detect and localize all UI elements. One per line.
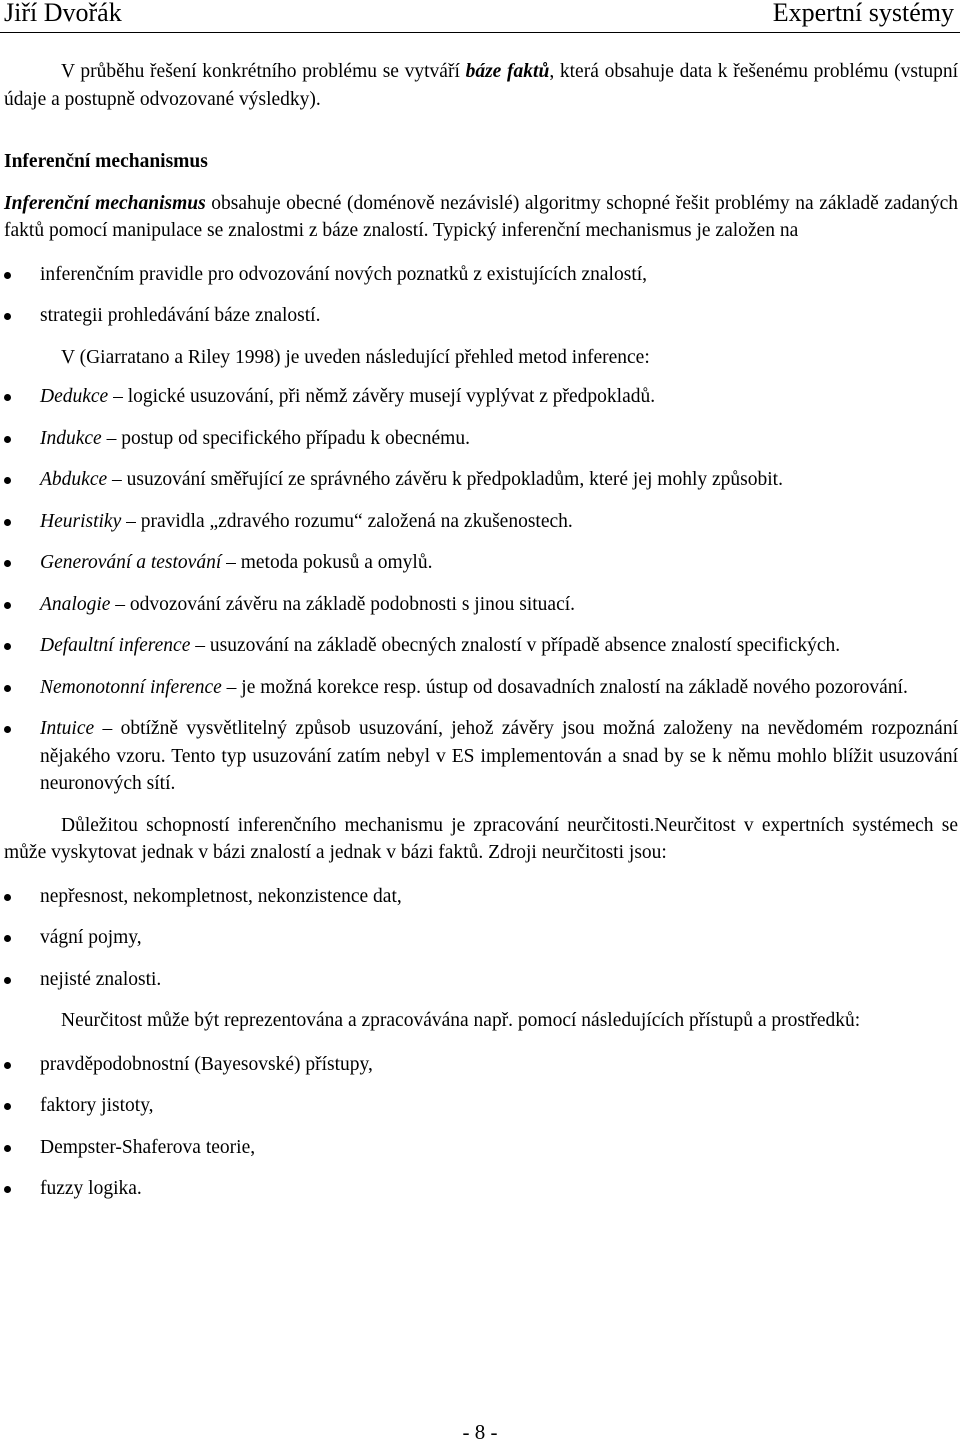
bullet-icon — [4, 726, 11, 733]
bullet-icon — [4, 272, 11, 279]
bullet-icon — [4, 685, 11, 692]
bullet-icon — [4, 894, 11, 901]
list-item — [4, 383, 958, 411]
method-term: Nemonotonní inference — [40, 676, 222, 698]
list-item — [4, 425, 958, 453]
inference-basis-list — [4, 261, 958, 330]
method-term: Heuristiky — [40, 510, 122, 532]
inference-methods-list — [4, 383, 958, 798]
list-item: vágní pojmy, — [4, 924, 958, 952]
method-term: Abdukce — [40, 469, 108, 490]
section-heading: Inferenční mechanismus — [4, 151, 208, 172]
list-item — [4, 466, 958, 494]
list-item: Dempster-Shaferova teorie, — [4, 1134, 958, 1162]
header-title: Expertní systémy — [772, 0, 954, 27]
page-header — [0, 0, 960, 33]
method-description: – odvozování závěru na základě podobnosti s jinou situací. — [110, 593, 576, 615]
page-body — [4, 58, 958, 1217]
page-number: - 8 - — [462, 1420, 498, 1444]
bullet-icon — [4, 1062, 11, 1069]
list-item — [4, 674, 958, 702]
bullet-icon — [4, 560, 11, 567]
method-term: Generování a testování — [40, 552, 222, 573]
method-description: – metoda pokusů a omylů. — [221, 552, 433, 573]
uncertainty-approaches-list — [4, 1051, 958, 1203]
bullet-icon — [4, 436, 11, 443]
method-term: Defaultní inference — [40, 635, 191, 656]
bullet-icon — [4, 1145, 11, 1152]
method-description: – usuzování na základě obecných znalostí v případě absence znalostí specifických. — [190, 635, 841, 656]
bullet-icon — [4, 1103, 11, 1110]
list-item: fuzzy logika. — [4, 1175, 958, 1203]
list-item — [4, 591, 958, 619]
method-description: – postup od specifického případu k obecnému. — [101, 427, 470, 449]
paragraph-uncertainty-approaches: Neurčitost může být reprezentována a zpracovávána např. pomocí následujících přístupů a prostředků: — [61, 1010, 861, 1031]
list-item: nejisté znalosti. — [4, 966, 958, 994]
list-item: nepřesnost, nekompletnost, nekonzistence dat, — [4, 883, 958, 911]
list-item: pravděpodobnostní (Bayesovské) přístupy, — [4, 1051, 958, 1079]
bullet-icon — [4, 977, 11, 984]
method-description: – obtížně vysvětlitelný způsob usuzování, jehož závěry jsou možná založeny na nevědomém rozpoznání nějakého vzoru. Tento typ usuzování zatím nebyl v ES implementován a snad by se k němu mohlo blížit usuzování neuronových sítí. — [40, 718, 958, 794]
method-term: Analogie — [40, 593, 111, 615]
list-item: inferenčním pravidle pro odvozování nových poznatků z existujících znalostí, — [4, 261, 958, 289]
method-term: Intuice — [40, 718, 95, 739]
method-term: Indukce — [40, 427, 102, 449]
header-author: Jiří Dvořák — [4, 0, 122, 27]
uncertainty-sources-list — [4, 883, 958, 994]
bullet-icon — [4, 313, 11, 320]
method-term: Dedukce — [40, 386, 109, 407]
method-description: – usuzování směřující ze správného závěru k předpokladům, které jej mohly způsobit. — [107, 469, 783, 490]
bullet-icon — [4, 477, 11, 484]
method-description: – logické usuzování, při němž závěry musejí vyplývat z předpokladů. — [108, 386, 656, 407]
term-inference-engine: Inferenční mechanismus — [4, 192, 206, 214]
list-item: faktory jistoty, — [4, 1092, 958, 1120]
paragraph-uncertainty: Důležitou schopností inferenčního mechanismu je zpracování neurčitosti.Neurčitost v expertních systémech se může vyskytovat jednak v bázi znalostí a jednak v bázi faktů. Zdroji neurčitosti jsou: — [4, 814, 958, 863]
bullet-icon — [4, 519, 11, 526]
method-description: – je možná korekce resp. ústup od dosavadních znalostí na základě nového pozorování. — [221, 676, 908, 698]
list-item: strategii prohledávání báze znalostí. — [4, 302, 958, 330]
list-item — [4, 715, 958, 798]
paragraph-fact-base: V průběhu řešení konkrétního problému se vytváří báze faktů, která obsahuje data k řešenému problému (vstupní údaje a postupně odvozované výsledky). — [4, 61, 959, 110]
paragraph-methods-intro: V (Giarratano a Riley 1998) je uveden následující přehled metod inference: — [61, 346, 650, 368]
list-item — [4, 549, 958, 577]
bullet-icon — [4, 602, 11, 609]
bullet-icon — [4, 1186, 11, 1193]
paragraph-inference-engine: Inferenční mechanismus obsahuje obecné (doménově nezávislé) algoritmy schopné řešit problémy na základě zadaných faktů pomocí manipulace se znalostmi z báze znalostí. Typický inferenční mechanismus je založen na — [4, 192, 958, 241]
bullet-icon — [4, 643, 11, 650]
method-description: – pravidla „zdravého rozumu“ založená na zkušenostech. — [121, 510, 573, 532]
bullet-icon — [4, 935, 11, 942]
list-item — [4, 508, 958, 536]
bullet-icon — [4, 394, 11, 401]
term-fact-base: báze faktů — [465, 61, 550, 82]
list-item — [4, 632, 958, 660]
